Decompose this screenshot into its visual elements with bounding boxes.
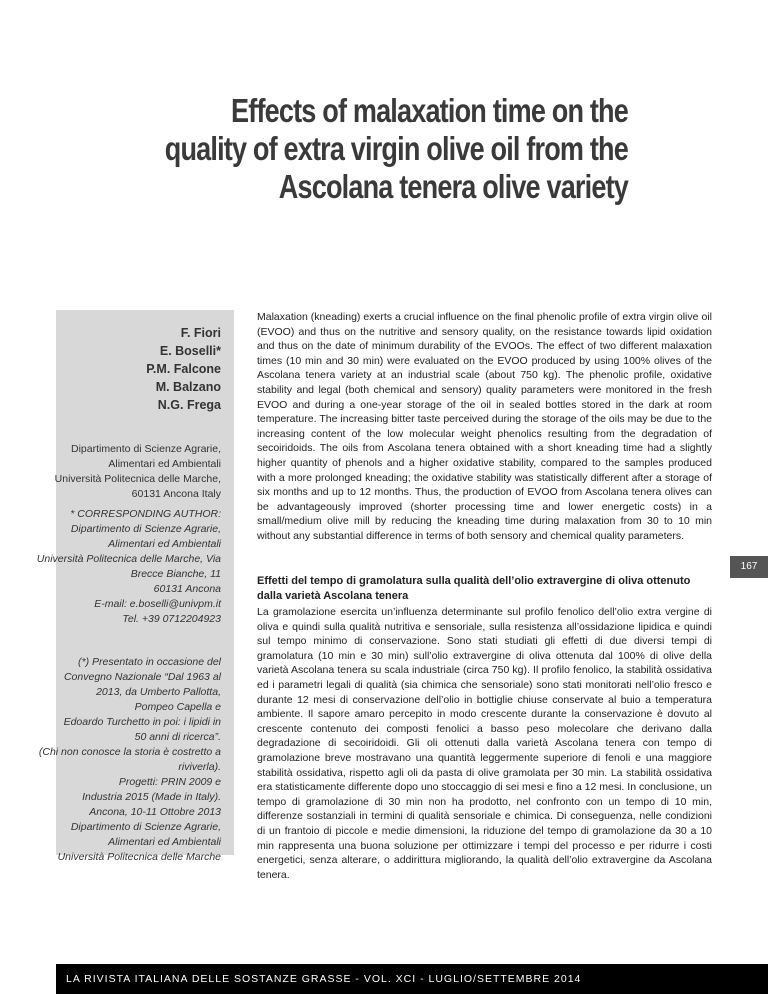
note-line: 50 anni di ricerca”.	[134, 731, 221, 743]
note-line: (Chi non conosce la storia è costretto a	[38, 746, 221, 758]
note-line: Alimentari ed Ambientali	[108, 836, 221, 848]
corresponding-line: Brecce Bianche, 11	[130, 568, 221, 580]
corresponding-line: Alimentari ed Ambientali	[108, 538, 221, 550]
author-name: F. Fiori	[180, 326, 221, 340]
title-line-1: Effects of malaxation time on the	[231, 92, 628, 129]
note-line: Ancona, 10-11 Ottobre 2013	[89, 806, 221, 818]
footer-text: LA RIVISTA ITALIANA DELLE SOSTANZE GRASSE - VOL. XCI - LUGLIO/SETTEMBRE 2014	[66, 973, 582, 985]
note-line: (*) Presentato in occasione del	[78, 656, 221, 668]
author-name: M. Balzano	[155, 380, 221, 394]
note-line: Progetti: PRIN 2009 e	[118, 776, 221, 788]
title-line-2: quality of extra virgin olive oil from the	[164, 130, 628, 167]
affiliation-line: Università Politecnica delle Marche,	[54, 473, 221, 485]
author-name: E. Boselli*	[159, 344, 221, 358]
note-line: Edoardo Turchetto in poi: i lipidi in	[63, 716, 221, 728]
corresponding-line: * CORRESPONDING AUTHOR:	[70, 508, 221, 520]
corresponding-line: Dipartimento di Scienze Agrarie,	[70, 523, 221, 535]
note-line: riviverla).	[178, 761, 221, 773]
italian-abstract: La gramolazione esercita un’influenza determinante sul profilo fenolico dell’olio extra vergine di oliva e quindi sulla qualità nutritiva e sensoriale, sulla resistenza all’ossidazione lipidica e quindi sul tempo minimo di conservazione. Sono stati studiati gli effetti di due diversi tempi di gramolatura (10 min e 30 min) sull’olio extravergine di oliva ottenuta dal 100% di olive della varietà Ascolana tenera su scala industriale (circa 750 kg). Il profilo fenolico, la stabilità ossidativa ed i parametri legali di qualità (sia chimica che sensoriale) sono stati monitorati nell’olio fresco e durante 12 mesi di conservazione dell’olio in bottiglie chiuse conservate al buio a temperatura ambiente. Il sapore amaro percepito in modo crescente durante la conservazione è dovuto al crescente contenuto dei composti fenolici a basso peso molecolare che derivano dalla degradazione di secoiridoidi. Gli oli ottenuti dalla varietà Ascolana tenera con tempo di gramolazione breve mostravano una quantità leggermente superiore di fenoli e una maggiore stabilità ossidativa, rispetto agli oli da pasta di olive gramolata per 30 min. La stabilità ossidativa era statisticamente differente dopo uno stoccaggio di sei mesi e fino a 12 mesi. In conclusione, un tempo di gramolazione di 30 min non ha prodotto, nel confronto con un tempo di 10 min, differenze sostanziali in termini di qualità sensoriale e chimica. Di conseguenza, nelle condizioni di un frantoio di piccole e medie dimensioni, la riduzione del tempo di gramolazione da 30 a 10 min rappresenta una buona soluzione per ottimizzare i tempi del processo e per ridurre i costi energetici, senza alterare, o addirittura migliorando, la qualità dell’olio extravergine da Ascolana tenera.	[257, 606, 712, 881]
page-number: 167	[730, 556, 768, 578]
author-name: N.G. Frega	[157, 398, 221, 412]
note-line: 2013, da Umberto Pallotta,	[96, 686, 221, 698]
journal-footer	[56, 964, 768, 994]
presentation-note	[39, 655, 221, 865]
author-name: P.M. Falcone	[146, 362, 221, 376]
corresponding-author	[21, 507, 221, 627]
corresponding-line: Università Politecnica delle Marche, Via	[36, 553, 221, 565]
note-line: Università Politecnica delle Marche	[57, 851, 221, 863]
affiliation	[55, 442, 221, 502]
author-sidebar	[36, 310, 234, 863]
note-line: Industria 2015 (Made in Italy).	[82, 791, 221, 803]
title-line-3: Ascolana tenera olive variety	[278, 168, 628, 205]
english-abstract: Malaxation (kneading) exerts a crucial influence on the final phenolic profile of extra virgin olive oil (EVOO) and thus on the nutritive and sensory quality, on the resistance towards lipid oxidation and thus on the date of minimum durability of the EVOOs. The effect of two different malaxation times (10 min and 30 min) were evaluated on the EVOO produced by using 100% olives of the Ascolana tenera variety at an industrial scale (about 750 kg). The phenolic profile, oxidative stability and legal (both chemical and sensory) quality parameters were monitored in the fresh EVOO and during a one-year storage of the oil in sealed bottles stored in the dark at room temperature. The increasing bitter taste perceived during the storage of the oils may be due to the increasing content of the low molecular weight phenolics resulting from the degradation of secoiridoids. The oils from Ascolana tenera obtained with a short kneading time had a slightly higher quantity of phenols and a higher oxidative stability, compared to the samples produced with a more prolonged kneading; the oxidative stability was statistically different after a storage of six months and up to 12 months. Thus, the production of EVOO from Ascolana tenera olives can be advantageously improved (shorter processing time and lower energetic costs) in a small/medium olive mill by reducing the kneading time during malaxation from 30 to 10 min without any substantial difference in terms of both sensory and chemical quality parameters.	[257, 311, 712, 542]
author-list	[146, 324, 221, 414]
affiliation-line: Alimentari ed Ambientali	[108, 458, 221, 470]
note-line: Dipartimento di Scienze Agrarie,	[70, 821, 221, 833]
corresponding-email: E-mail: e.boselli@univpm.it	[94, 598, 221, 610]
italian-title: Effetti del tempo di gramolatura sulla qualità dell’olio extravergine di oliva ottenuto dalla varietà Ascolana tenera	[257, 575, 691, 602]
note-line: Convegno Nazionale “Dal 1963 al	[63, 671, 221, 683]
corresponding-phone: Tel. +39 0712204923	[122, 613, 221, 625]
article-title	[136, 92, 628, 206]
affiliation-line: 60131 Ancona Italy	[131, 488, 221, 500]
corresponding-line: 60131 Ancona	[153, 583, 221, 595]
note-line: Pompeo Capella e	[134, 701, 221, 713]
affiliation-line: Dipartimento di Scienze Agrarie,	[71, 443, 221, 455]
